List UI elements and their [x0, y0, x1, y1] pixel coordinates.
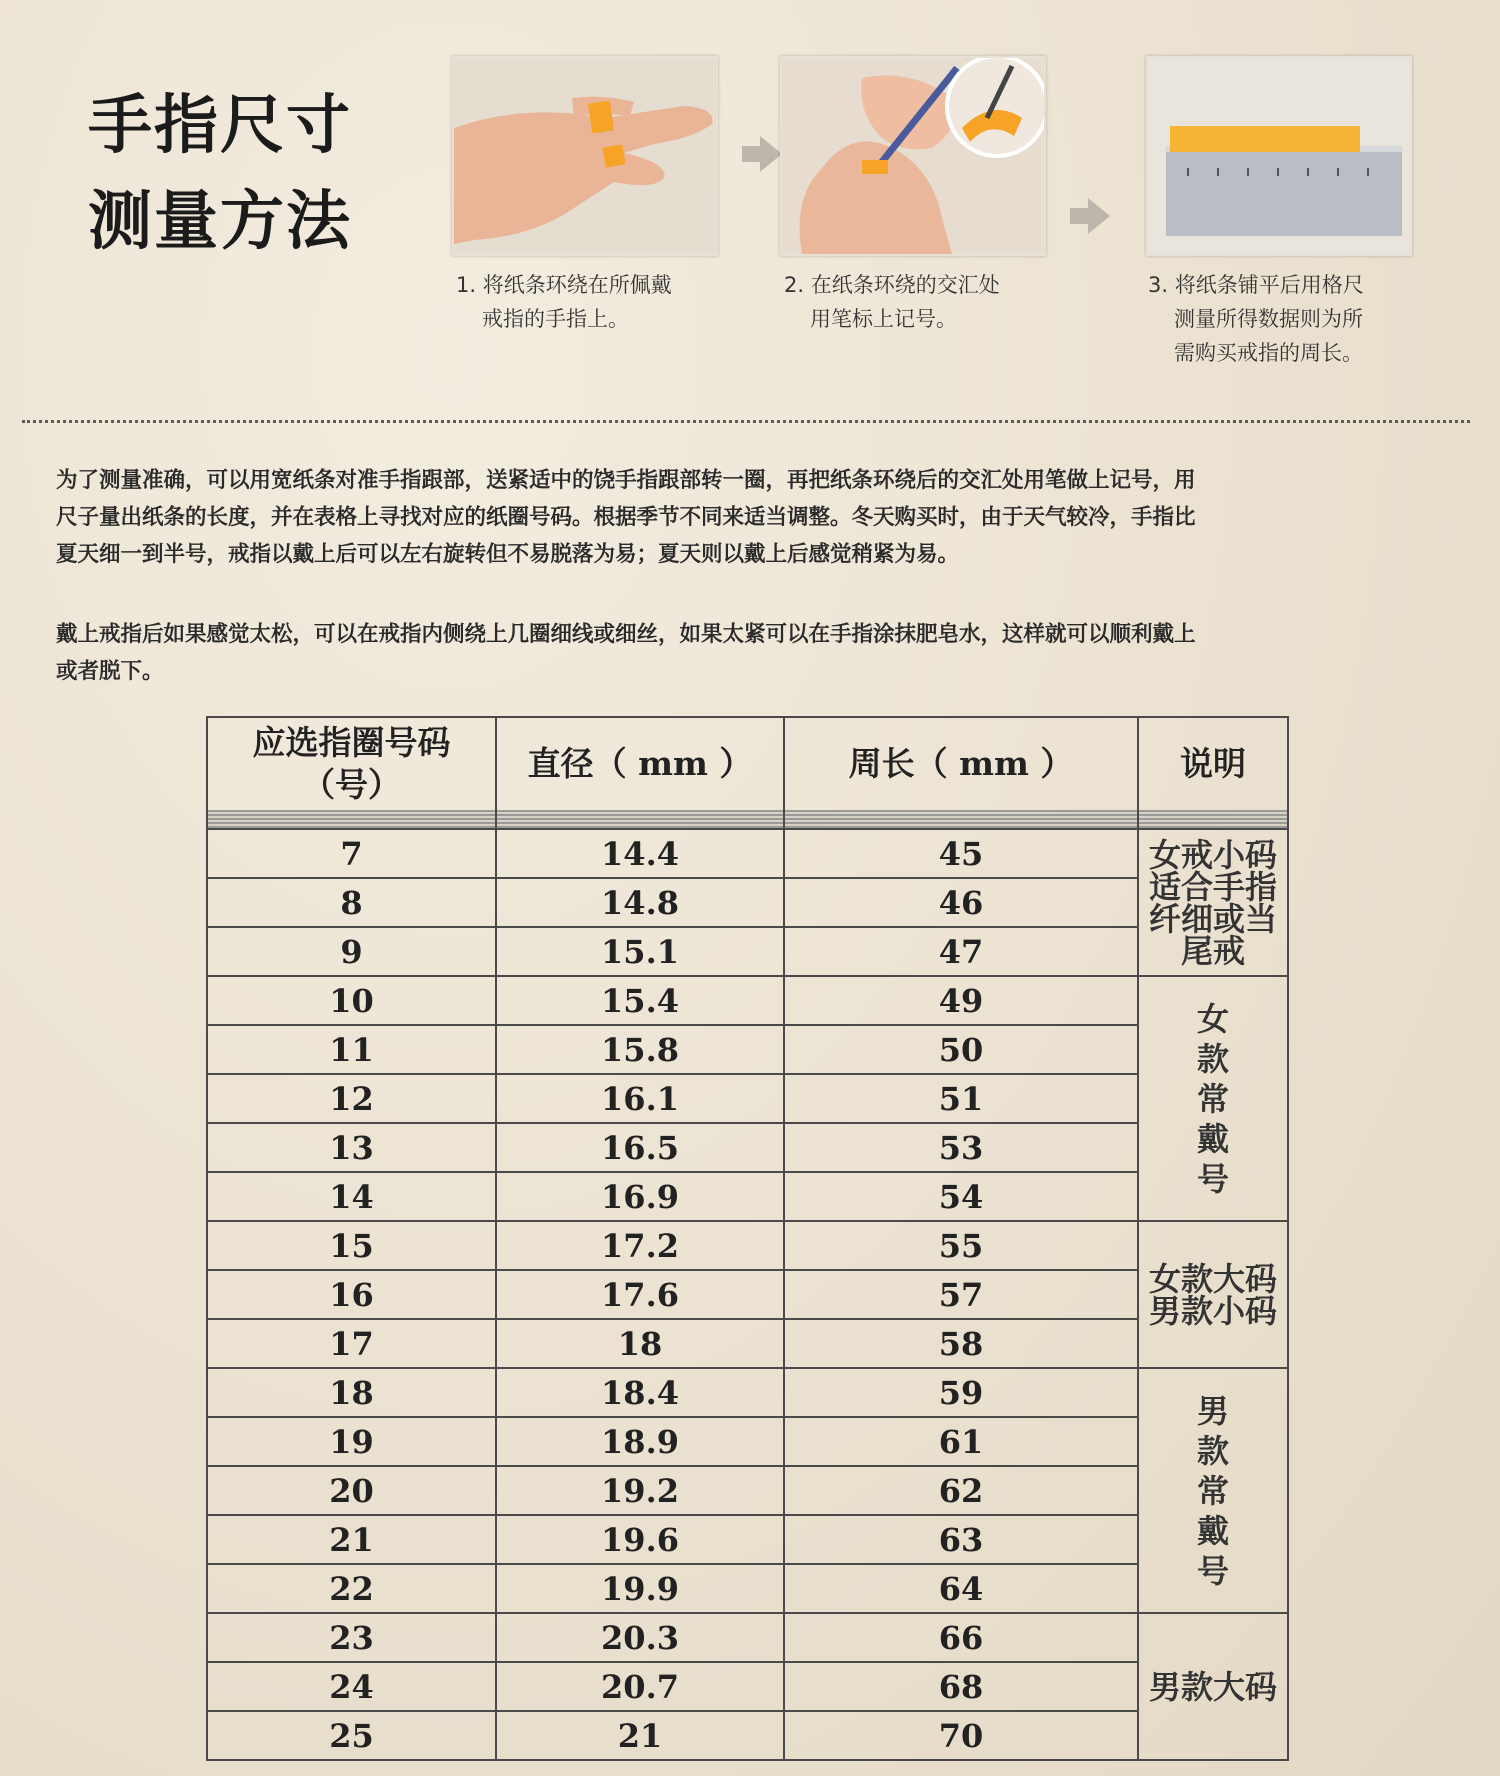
cell-circumference: 45 — [784, 829, 1138, 878]
cell-circumference: 51 — [784, 1074, 1138, 1123]
cell-size: 24 — [207, 1662, 496, 1711]
step-caption-1 — [456, 268, 672, 336]
cell-circumference: 47 — [784, 927, 1138, 976]
cell-diameter: 14.4 — [496, 829, 784, 878]
cell-circumference: 57 — [784, 1270, 1138, 1319]
cell-circumference: 53 — [784, 1123, 1138, 1172]
cell-diameter: 17.6 — [496, 1270, 784, 1319]
cell-note — [1138, 829, 1288, 976]
table-row — [207, 1466, 1288, 1515]
table-row — [207, 878, 1288, 927]
cell-note — [1138, 1368, 1288, 1613]
cell-diameter: 18.9 — [496, 1417, 784, 1466]
table-row — [207, 1025, 1288, 1074]
note-line: 纤细或当 — [1148, 899, 1277, 938]
cell-diameter: 18.4 — [496, 1368, 784, 1417]
header-band — [207, 810, 1288, 829]
cell-size: 13 — [207, 1123, 496, 1172]
finger-wrap-photo — [452, 56, 718, 256]
paragraph-line: 为了测量准确，可以用宽纸条对准手指跟部，送紧适中的饶手指跟部转一圈，再把纸条环绕后的交汇处用笔做上记号，用 — [56, 468, 1196, 493]
cell-circumference: 66 — [784, 1613, 1138, 1662]
cell-size: 21 — [207, 1515, 496, 1564]
table-header-row — [207, 717, 1288, 810]
cell-size: 10 — [207, 976, 496, 1025]
cell-circumference: 49 — [784, 976, 1138, 1025]
cell-size: 25 — [207, 1711, 496, 1760]
cell-circumference: 61 — [784, 1417, 1138, 1466]
caption-line: 测量所得数据则为所 — [1174, 307, 1363, 331]
cell-note — [1138, 1221, 1288, 1368]
cell-diameter: 18 — [496, 1319, 784, 1368]
header-size — [207, 717, 496, 810]
table-row — [207, 1270, 1288, 1319]
table-row — [207, 1172, 1288, 1221]
note-line: 款 — [1196, 1431, 1229, 1470]
note-line: 女 — [1196, 999, 1229, 1038]
table-row — [207, 1221, 1288, 1270]
caption-line: 用笔标上记号。 — [810, 307, 957, 331]
page-title — [88, 78, 352, 270]
note-line: 女戒小码 — [1148, 835, 1277, 874]
next-arrow-icon — [760, 136, 782, 172]
table-row — [207, 1368, 1288, 1417]
cell-note — [1138, 976, 1288, 1221]
caption-line: 3. 将纸条铺平后用格尺 — [1148, 273, 1364, 297]
cell-diameter: 14.8 — [496, 878, 784, 927]
table-row — [207, 1515, 1288, 1564]
ruler-measure-photo — [1146, 56, 1412, 256]
cell-diameter: 19.6 — [496, 1515, 784, 1564]
cell-size: 22 — [207, 1564, 496, 1613]
table-row — [207, 1711, 1288, 1760]
table-row — [207, 1074, 1288, 1123]
caption-line: 戒指的手指上。 — [482, 307, 629, 331]
note-line: 尾戒 — [1180, 931, 1245, 970]
cell-diameter: 16.1 — [496, 1074, 784, 1123]
table-row — [207, 927, 1288, 976]
step-caption-2 — [784, 268, 1000, 336]
caption-line: 1. 将纸条环绕在所佩戴 — [456, 273, 672, 297]
cell-diameter: 19.9 — [496, 1564, 784, 1613]
ring-size-table — [206, 716, 1289, 1761]
table-row — [207, 829, 1288, 878]
caption-line: 需购买戒指的周长。 — [1174, 341, 1363, 365]
cell-circumference: 70 — [784, 1711, 1138, 1760]
header-note: 说明 — [1138, 717, 1288, 810]
note-line: 号 — [1196, 1159, 1229, 1198]
cell-size: 11 — [207, 1025, 496, 1074]
cell-diameter: 15.4 — [496, 976, 784, 1025]
note-line: 适合手指 — [1148, 867, 1277, 906]
note-line: 男 — [1196, 1391, 1229, 1430]
paragraph-line: 戴上戒指后如果感觉太松，可以在戒指内侧绕上几圈细线或细丝，如果太紧可以在手指涂抹肥皂水，这样就可以顺利戴上 — [56, 622, 1196, 647]
cell-size: 20 — [207, 1466, 496, 1515]
cell-size: 9 — [207, 927, 496, 976]
caption-line: 2. 在纸条环绕的交汇处 — [784, 273, 1000, 297]
cell-circumference: 54 — [784, 1172, 1138, 1221]
note-line: 常 — [1196, 1079, 1229, 1118]
table-row — [207, 1417, 1288, 1466]
next-arrow-icon — [1088, 198, 1110, 234]
note-line: 款 — [1196, 1039, 1229, 1078]
cell-size: 12 — [207, 1074, 496, 1123]
dotted-divider — [22, 420, 1470, 423]
cell-circumference: 63 — [784, 1515, 1138, 1564]
cell-circumference: 55 — [784, 1221, 1138, 1270]
table-row — [207, 1123, 1288, 1172]
cell-size: 16 — [207, 1270, 496, 1319]
table-row — [207, 1613, 1288, 1662]
note-line: 男款大码 — [1148, 1667, 1277, 1706]
header-circumference: 周长（ mm ） — [784, 717, 1138, 810]
cell-size: 17 — [207, 1319, 496, 1368]
cell-circumference: 58 — [784, 1319, 1138, 1368]
cell-diameter: 19.2 — [496, 1466, 784, 1515]
header-size-line-2: （号） — [302, 765, 401, 804]
cell-size: 23 — [207, 1613, 496, 1662]
cell-diameter: 16.9 — [496, 1172, 784, 1221]
cell-circumference: 68 — [784, 1662, 1138, 1711]
note-line: 号 — [1196, 1551, 1229, 1590]
step-caption-3 — [1148, 268, 1364, 370]
cell-diameter: 17.2 — [496, 1221, 784, 1270]
cell-circumference: 50 — [784, 1025, 1138, 1074]
header-diameter: 直径（ mm ） — [496, 717, 784, 810]
header-size-line-1: 应选指圈号码 — [252, 723, 451, 762]
cell-size: 8 — [207, 878, 496, 927]
note-line: 女款大码 — [1148, 1259, 1277, 1298]
note-line: 常 — [1196, 1471, 1229, 1510]
cell-size: 19 — [207, 1417, 496, 1466]
note-line: 男款小码 — [1148, 1291, 1277, 1330]
cell-diameter: 20.3 — [496, 1613, 784, 1662]
cell-size: 7 — [207, 829, 496, 878]
cell-circumference: 46 — [784, 878, 1138, 927]
table-body — [207, 829, 1288, 1760]
cell-diameter: 15.8 — [496, 1025, 784, 1074]
paragraph-line: 夏天细一到半号，戒指以戴上后可以左右旋转但不易脱落为易；夏天则以戴上后感觉稍紧为易。 — [56, 542, 960, 567]
cell-note — [1138, 1613, 1288, 1760]
instruction-paragraph-1 — [56, 462, 1456, 573]
table-row — [207, 1662, 1288, 1711]
cell-circumference: 64 — [784, 1564, 1138, 1613]
cell-circumference: 62 — [784, 1466, 1138, 1515]
title-line-2: 测量方法 — [88, 185, 352, 259]
cell-circumference: 59 — [784, 1368, 1138, 1417]
pen-mark-photo — [780, 56, 1046, 256]
instruction-paragraph-2 — [56, 616, 1456, 690]
table-row — [207, 976, 1288, 1025]
cell-diameter: 16.5 — [496, 1123, 784, 1172]
paragraph-line: 尺子量出纸条的长度，并在表格上寻找对应的纸圈号码。根据季节不同来适当调整。冬天购买时，由于天气较冷，手指比 — [56, 505, 1196, 530]
cell-diameter: 21 — [496, 1711, 784, 1760]
cell-size: 15 — [207, 1221, 496, 1270]
table-row — [207, 1564, 1288, 1613]
cell-diameter: 15.1 — [496, 927, 784, 976]
cell-diameter: 20.7 — [496, 1662, 784, 1711]
note-line: 戴 — [1196, 1511, 1229, 1550]
cell-size: 14 — [207, 1172, 496, 1221]
cell-size: 18 — [207, 1368, 496, 1417]
note-line: 戴 — [1196, 1119, 1229, 1158]
table-row — [207, 1319, 1288, 1368]
paragraph-line: 或者脱下。 — [56, 659, 164, 684]
title-line-1: 手指尺寸 — [88, 89, 352, 163]
